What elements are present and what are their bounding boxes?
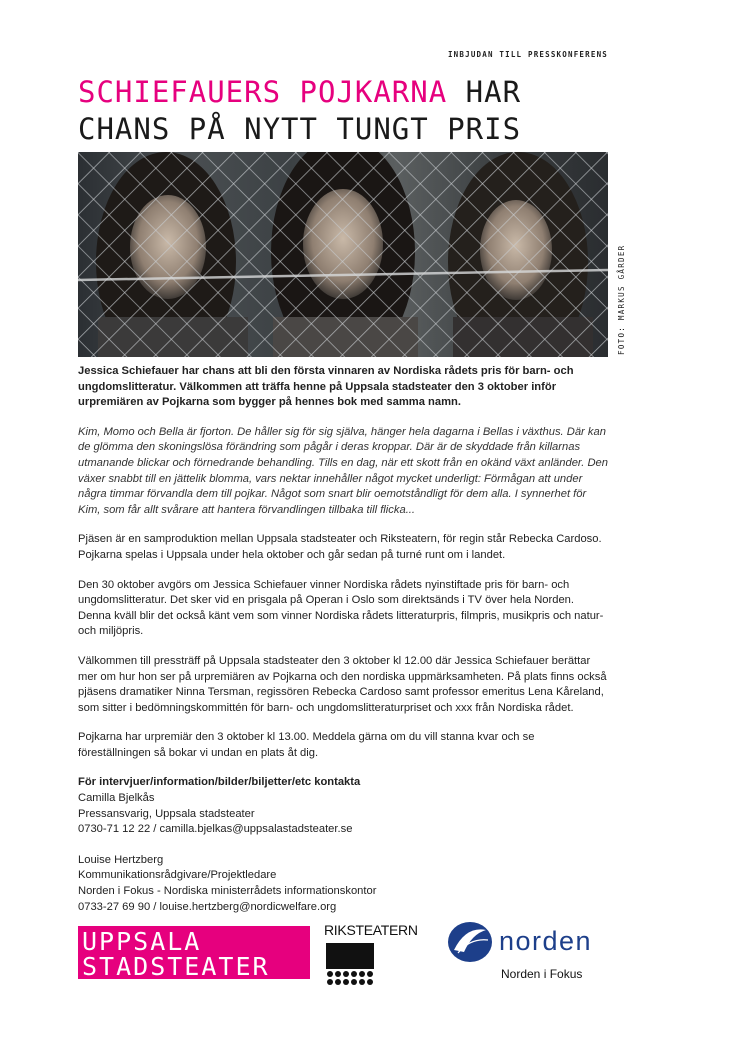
page-title bbox=[78, 74, 618, 148]
contact-name: Louise Hertzberg bbox=[78, 853, 164, 866]
contact-section bbox=[78, 775, 610, 915]
contact-org: Norden i Fokus - Nordiska ministerrådets informationskontor bbox=[78, 885, 377, 898]
contact-phone-email[interactable]: 0730-71 12 22 / camilla.bjelkas@uppsalastadsteater.se bbox=[78, 823, 353, 836]
hero-photo bbox=[78, 152, 608, 357]
contact-block-1 bbox=[78, 775, 610, 837]
title-highlight: SCHIEFAUERS POJKARNA bbox=[78, 75, 448, 109]
contact-name: Camilla Bjelkås bbox=[78, 792, 155, 805]
norden-logo bbox=[446, 918, 636, 988]
riksteatern-emblem-icon bbox=[324, 941, 424, 991]
title-rest: HAR CHANS PÅ NYTT TUNGT PRIS bbox=[78, 75, 522, 146]
article-body bbox=[78, 364, 610, 930]
lead-paragraph: Jessica Schiefauer har chans att bli den första vinnaren av Nordiska rådets pris för barn- och ungdomslitteratur. Välkommen att träffa henne på Uppsala stadsteater den 3 oktober inför urpremiären av Pojkarna som bygger på hennes bok med samma namn. bbox=[78, 365, 574, 409]
contact-block-2 bbox=[78, 853, 610, 915]
contact-heading: För intervjuer/information/bilder/biljetter/etc kontakta bbox=[78, 776, 361, 789]
body-paragraph: Pojkarna har urpremiär den 3 oktober kl 13.00. Meddela gärna om du vill stanna kvar och se föreställningen så bokar vi undan en plats åt dig. bbox=[78, 731, 535, 759]
kicker-label: INBJUDAN TILL PRESSKONFERENS bbox=[447, 50, 608, 59]
body-paragraph: Välkommen till pressträff på Uppsala stadsteater den 3 oktober kl 12.00 där Jessica Schiefauer berättar mer om hur hon ser på urpremiären av Pojkarna och den nordiska uppmärksamheten. På plats finns också pjäsens dramatiker Ninna Tersman, regissören Rebecka Cardoso samt professor emeritus Lena Kåreland, som sitter i bedömningskommittén för barn- och ungdomslitteraturpriset och xxx från Nordiska rådet. bbox=[78, 654, 607, 714]
contact-role: Kommunikationsrådgivare/Projektledare bbox=[78, 869, 277, 882]
norden-subtitle: Norden i Fokus bbox=[501, 967, 583, 981]
body-paragraph: Den 30 oktober avgörs om Jessica Schiefauer vinner Nordiska rådets nyinstiftade pris för barn- och ungdomslitteratur. Det sker vid en prisgala på Operan i Oslo som direktsänds i TV över hela Norden. Denna kväll blir det också känt vem som vinner Nordiska rådets litteraturpris, filmpris, musikpris och natur- och miljöpris. bbox=[78, 578, 604, 638]
riksteatern-logo bbox=[324, 922, 428, 991]
arrows-icon: >>>> bbox=[232, 926, 306, 954]
body-paragraph: Pjäsen är en samproduktion mellan Uppsala stadsteater och Riksteatern, för regin står Rebecka Cardoso. Pojkarna spelas i Uppsala under hela oktober och går sedan på turné runt om i landet. bbox=[78, 533, 602, 561]
swan-icon bbox=[446, 920, 494, 964]
photo-credit: FOTO: MARKUS GÅRDER bbox=[617, 244, 626, 355]
contact-role: Pressansvarig, Uppsala stadsteater bbox=[78, 807, 255, 820]
logo-text-line2: STADSTEATER bbox=[82, 952, 270, 981]
riksteatern-wordmark: RIKSTEATERN bbox=[324, 922, 418, 938]
logo-row bbox=[78, 918, 638, 988]
norden-wordmark: norden bbox=[499, 926, 593, 956]
story-paragraph: Kim, Momo och Bella är fjorton. De håller sig för sig själva, hänger hela dagarna i Bellas i växthus. Där kan de glömma den skoningslösa förändring som pågår i deras kroppar. Där är de skyddade från killarnas utmanande blickar och förnedrande behandling. Tills en dag, när ett skott från en okänd växt anländer. Den växer snabbt till en jättelik blomma, vars nektar innehåller något mycket underligt: Förmågan att under några timmar förvandla dem till pojkar. Något som snart blir oemotståndligt för dem alla. I synnerhet för Kim, som får allt svårare att hantera förvandlingen tillbaka till flicka... bbox=[78, 425, 608, 516]
contact-phone-email[interactable]: 0733-27 69 90 / louise.hertzberg@nordicwelfare.org bbox=[78, 900, 337, 913]
logo-text-line1: UPPSALA bbox=[82, 927, 202, 956]
